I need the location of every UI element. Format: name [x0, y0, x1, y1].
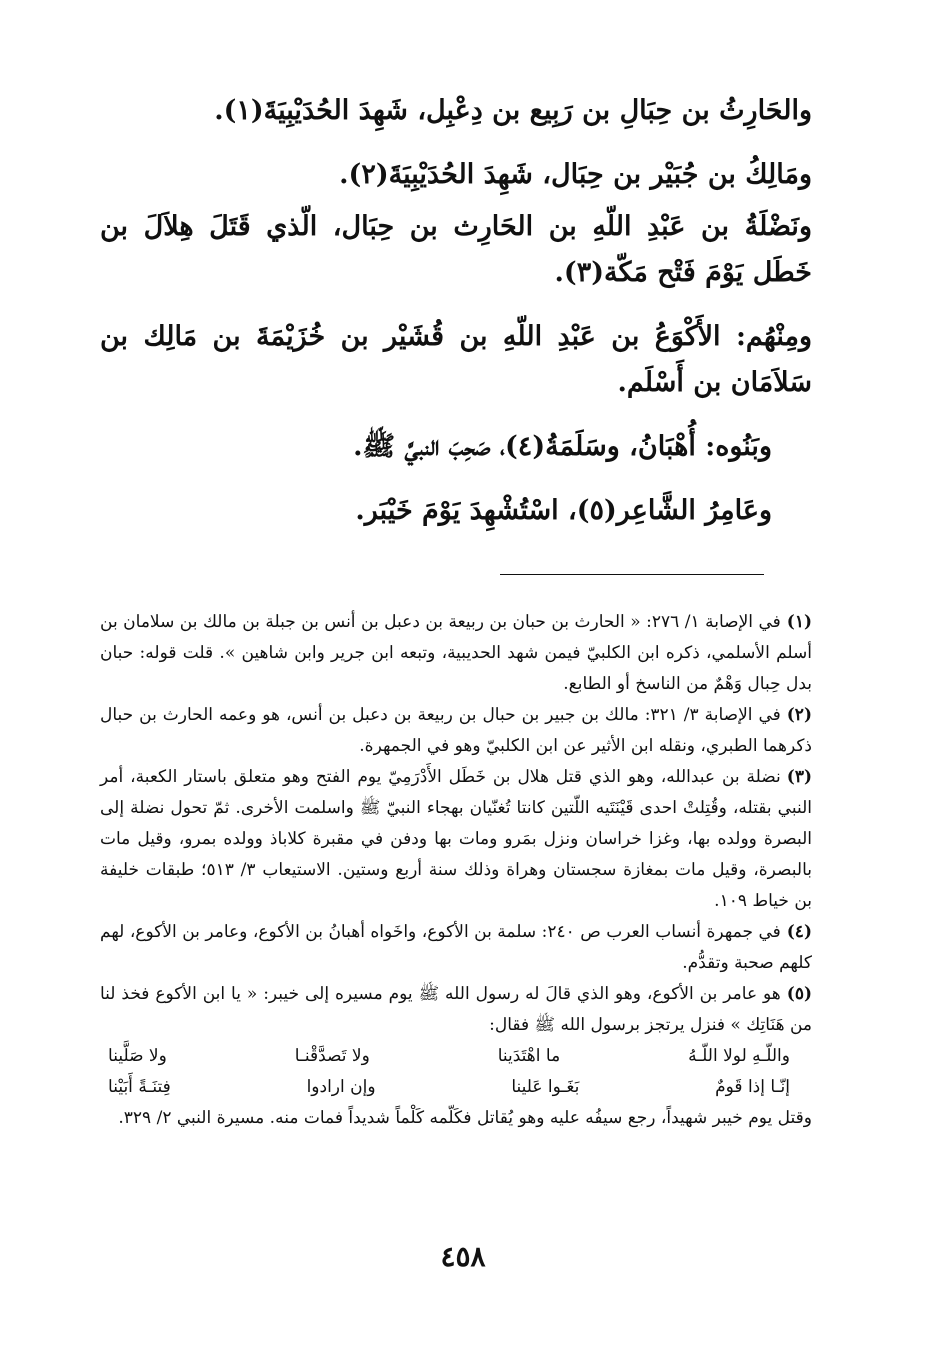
main-paragraph: والحَارِثُ بن حِبَالِ بن رَبِيع بن دِعْبِل، شَهِدَ الحُدَيْبِيَةَ(١).	[214, 95, 812, 126]
page-number: ٤٥٨	[440, 1240, 486, 1273]
footnote-text: نضلة بن عبدالله، وهو الذي قتل هلال بن خَطَل الأَدْرَمِيّ يوم الفتح وهو متعلق باستار الكعبة، أمر النبي بقتله، وقُتِلتْ احدى قَيْنَتَيه اللّتين كانتا تُغنّيان بهجاء النبيّ ﷺ واسلمت الأخرى. ثمّ تحول نضلة إلى البصرة وولده بها، وغزا خراسان ونزل بمَرو ومات بها ودفن في مقبرة كلاباذ وولده بمرو، وقيل مات بالبصرة، وقيل مات بمغازة سجستان وهراة وذلك سنة أربع وستين. الاستيعاب ٣/ ٥١٣؛ طبقات خليفة بن خياط ١٠٩.	[100, 767, 812, 911]
footnote-text: في الإصابة ١/ ٢٧٦: « الحارث بن حبان بن ربيعة بن دعبل بن أنس بن جبلة بن مالك بن سلامان بن أسلم الأسلمي، ذكره ابن الكلبيّ فيمن شهد الحديبية، وتبعه ابن جرير وابن شاهين ». قلت قوله: حبان بدل حِبال وَهْمٌ من الناسخ أو الطابع.	[100, 612, 812, 694]
footnote-text: في جمهرة أنساب العرب ص ٢٤٠: سلمة بن الأكوع، واخَواه أهبانُ بن الأكوع، وعامر بن الأكوع، لهم كلهم صحبة وتقدُّم.	[100, 922, 812, 973]
footnote-number: (٤)	[786, 922, 812, 942]
poem-segment: واللّـهِ لولا اللّـهُ	[688, 1046, 790, 1066]
footnote-number: (٥)	[786, 984, 812, 1004]
main-paragraph: وبَنُوه: أُهْبَانُ، وسَلَمَةُ(٤)، صَحِبَ النبيَّ ﷺ.	[353, 431, 772, 462]
footnote	[100, 700, 812, 762]
main-paragraph: ومِنْهُم: الأَكْوَعُ بن عَبْدِ اللّهِ بن قُشَيْر بن خُزَيْمَةَ بن مَالِك بن سَلاَمَان بن أَسْلَم.	[100, 321, 812, 398]
poem-segment: وإن ارادوا	[306, 1077, 376, 1097]
footnote-text: هو عامر بن الأكوع، وهو الذي قالَ له رسول الله ﷺ يوم مسيره إلى خيبر: « يا ابن الأكوع فخذ لنا من هَنَاتِك » فنزل يرتجز برسول الله ﷺ فقال:	[100, 984, 812, 1035]
main-paragraph: ونَضْلَةُ بن عَبْدِ اللّهِ بن الحَارِث بن حِبَال، الّذي قَتَلَ هِلاَلَ بن خَطَل يَوْمَ فَتْح مَكّة(٣).	[100, 211, 812, 288]
poem-segment: ولا تَصدَّقْنـا	[294, 1046, 370, 1066]
footnote-separator	[500, 574, 764, 575]
poem-segment: بَغَـوا عَلينا	[511, 1077, 580, 1097]
footnote-number: (٣)	[786, 767, 812, 787]
footnote-continuation: وقتل يوم خيبر شهيداً، رجع سيفُه عليه وهو يُقاتل فكَلّمه كَلْماً شديداً فمات منه. مسيرة النبي ٢/ ٣٢٩.	[118, 1108, 812, 1128]
footnotes	[100, 607, 812, 1134]
main-paragraph: ومَالِكُ بن جُبَيْر بن حِبَال، شَهِدَ الحُدَيْبِيَةَ(٢).	[339, 159, 812, 190]
footnote	[100, 607, 812, 700]
footnote-number: (١)	[786, 612, 812, 632]
poem-segment: فِتنَـةً أَبَيْنا	[108, 1077, 171, 1097]
main-paragraph: وعَامِرُ الشَّاعِر(٥)، اسْتُشْهِدَ يَوْمَ خَيْبَر.	[355, 495, 772, 526]
footnote-text: في الإصابة ٣/ ٣٢١: مالك بن جبير بن حبال بن ربيعة بن دعبل بن أنس، هو وعمه الحارث بن حبال ذكرهما الطبري، ونقله ابن الأثير عن ابن الكلبيّ وهو في الجمهرة.	[100, 705, 812, 756]
footnote	[100, 979, 812, 1041]
poem-segment: إنّـا إذا قَومٌ	[715, 1077, 790, 1097]
footnote-number: (٢)	[786, 705, 812, 725]
poem-segment: ولا صَلَّينا	[108, 1046, 167, 1066]
poem-segment: ما اهْتَدَينا	[497, 1046, 561, 1066]
page-content	[100, 88, 812, 1134]
poem-line	[100, 1072, 812, 1103]
main-text	[100, 88, 812, 534]
footnote	[100, 762, 812, 917]
footnote	[100, 917, 812, 979]
poem-line	[100, 1041, 812, 1072]
